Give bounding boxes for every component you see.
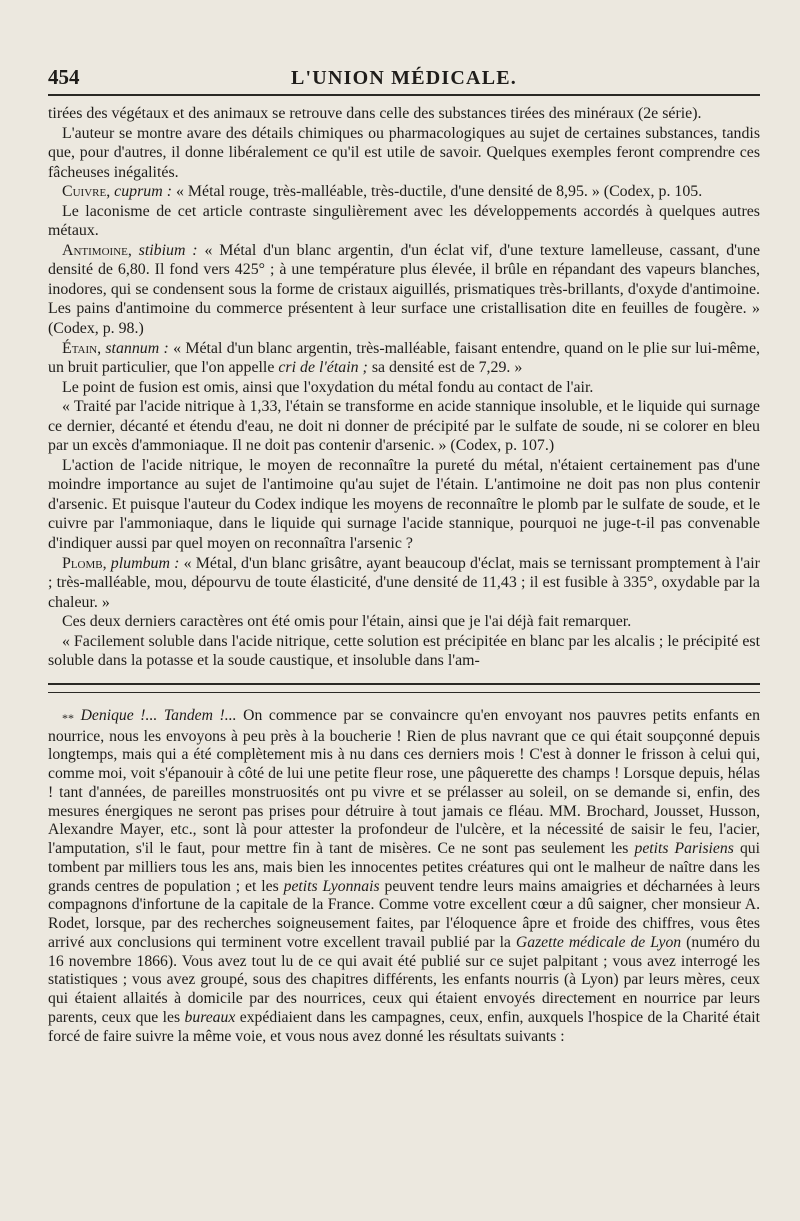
petits-lyonnais: petits Lyonnais — [283, 877, 380, 895]
paragraph-fusion: Le point de fusion est omis, ainsi que l'oxydation du métal fondu au contact de l'air. — [62, 378, 594, 396]
paragraph-soluble: « Facilement soluble dans l'acide nitrique, cette solution est précipitée en blanc par les alcalis ; le précipité est soluble dans la potasse et la soude caustique, et insoluble dans l'am- — [48, 632, 760, 670]
entry-definition-end: sa densité est de 7,29. » — [371, 359, 523, 377]
feuilleton-column — [48, 707, 760, 1047]
entry-latin-name: stannum : — [105, 339, 169, 357]
page-header — [48, 66, 760, 96]
entry-term: Plomb, — [62, 554, 107, 572]
page-number: 454 — [48, 65, 80, 89]
gazette-title: Gazette médicale de Lyon — [515, 933, 682, 951]
bureaux-word: bureaux — [184, 1008, 236, 1026]
paragraph-action-acide: L'action de l'acide nitrique, le moyen de reconnaître la pureté du métal, n'étaient certainement pas d'une moindre importance au sujet de l'antimoine qu'au sujet de l'étain. L'antimoine ne doit pas non plus contenir d'arsenic. Et puisque l'auteur du Codex indique les moyens de reconnaître le plomb par le sulfate de soude, et le cuivre par l'ammoniaque, dans le liquide qui surnage l'acide stannique, pourquoi ne juge-t-il pas convenable d'indiquer aussi par quel moyen on reconnaîtra l'arsenic ? — [48, 456, 760, 553]
main-article — [48, 104, 760, 671]
entry-latin-name: plumbum : — [110, 554, 180, 572]
feuilleton-text: qui tombent par milliers tous les ans, mais bien les innocentes petites créatures qui ont le malheur de naître dans les grands centres de population ; et les — [48, 840, 760, 895]
feuilleton-text: peuvent tendre leurs mains amaigries et décharnées à leurs compagnons d'infortune de la capitale de la France. Comme votre excellent cœur a dû saigner, cher monsieur A. Rodet, lorsque, par des recherches soigneusement faites, par l'éloquence âpre et froide des chiffres, vous êtes arrivé aux conclusions qui terminent votre excellent travail publié par la — [48, 877, 761, 951]
entry-latin-name: cuprum : — [114, 183, 172, 201]
feuilleton-text: expédiaient dans les campagnes, ceux, enfin, auxquels l'hospice de la Charité était forcé de faire suivre la même voie, et vous nous avez donné les résultats suivants : — [48, 1008, 761, 1045]
entry-term: Cuivre, — [62, 183, 111, 201]
feuilleton-text: On commence par se convaincre qu'en envoyant nos pauvres petits enfants en nourrice, nous les envoyons à peu près à la boucherie ! Rien de plus navrant que ce qui était soupçonné depuis longtemps, mais qui a été complètement mis à nu dans ces derniers mois ! C'est à donner le frisson à celui qui, comme moi, voit s'épanouir à côté de lui une petite fleur rose, une pâquerette des champs ! Lorsque depuis, hélas ! tant d'années, de pareilles monstruosités ont pu vivre et se prélasser au soleil, on se demande si, enfin, des mesures énergiques ne seront pas prises pour détruire à tout jamais ce fléau. MM. Brochard, Jousset, Husson, Alexandre Mayer, etc., sont là pour attester la profondeur de l'ulcère, et la nécessité de saisir le feu, l'acier, l'amputation, s'il le faut, pour mettre fin à tant de misères. Ce ne sont pas seulement les — [48, 706, 760, 858]
feuilleton-text: (numéro du 16 novembre 1866). Vous avez tout lu de ce qui avait été publié sur ce sujet palpitant ; vous avez interrogé les statistiques ; vous avez groupé, sous des chapitres différents, les enfants nourris (à Lyon) par leurs mères, ceux qui étaient allaités à domicile par des nourrices, ceux qui étaient envoyés directement en nourrice par leurs parents, ceux que les — [48, 933, 760, 1026]
paragraph-acide-nitrique: « Traité par l'acide nitrique à 1,33, l'étain se transforme en acide stannique insoluble, et le liquide qui surnage ce dernier, décanté et étendu d'eau, ne doit ni donner de précipité par le sulfate de soude, ni se colorer en bleu par un excès d'ammoniaque. Il ne doit pas contenir d'arsenic. » (Codex, p. 107.) — [48, 398, 760, 455]
asterism-mark: * — [62, 710, 68, 725]
entry-definition: « Métal, d'un blanc grisâtre, ayant beaucoup d'éclat, mais se ternissant promptement à l'air ; très-malléable, mou, dépourvu de toute élasticité, d'une densité de 11,43 ; il est fusible à 335°, oxydable par la chaleur. » — [48, 554, 760, 611]
entry-definition: « Métal rouge, très-malléable, très-ductile, d'une densité de 8,95. » (Codex, p. 105. — [175, 183, 703, 201]
feuilleton-lead: Denique !... Tandem !... — [80, 706, 237, 724]
entry-term: Antimoine, — [62, 241, 132, 259]
entry-definition: « Métal d'un blanc argentin, très-malléable, faisant entendre, quand on le plie sur lui-même, un bruit particulier, que l'on appelle — [48, 339, 760, 377]
entry-etain — [48, 339, 760, 378]
feuilleton-separator — [48, 683, 760, 693]
feuilleton-paragraph — [48, 707, 760, 1047]
entry-term: Étain, — [62, 339, 102, 357]
entry-plomb — [48, 554, 760, 613]
petits-parisiens: petits Parisiens — [634, 840, 734, 858]
entry-cuivre — [48, 182, 760, 202]
paragraph-author-critique: L'auteur se montre avare des détails chimiques ou pharmacologiques au sujet de certaines substances, tandis que, pour d'autres, il donne libéralement ce qu'il est utile de savoir. Quelques exemples feront comprendre ces fâcheuses inégalités. — [48, 124, 760, 181]
entry-definition: « Métal d'un blanc argentin, d'un éclat vif, d'une texture lamelleuse, cassant, d'une densité de 6,80. Il fond vers 425° ; à une température plus élevée, il brûle en répandant des vapeurs blanches, inodores, qui se condensent sous la forme de cristaux aiguillés, prismatiques très-brillants, d'oxyde d'antimoine. Les pains d'antimoine du commerce présentent à leur surface une cristallisation dite en feuilles de fougère. » (Codex, p. 98.) — [48, 241, 760, 338]
running-title: L'UNION MÉDICALE. — [291, 67, 517, 89]
entry-antimoine — [48, 241, 760, 339]
paragraph-laconisme: Le laconisme de cet article contraste singulièrement avec les développements accordés à quelques autres métaux. — [48, 202, 760, 240]
cri-de-etain: cri de l'étain ; — [278, 359, 368, 377]
entry-latin-name: stibium : — [138, 241, 198, 259]
paragraph-continuation: tirées des végétaux et des animaux se retrouve dans celle des substances tirées des minéraux (2e série). — [48, 105, 702, 122]
paragraph-caracteres: Ces deux derniers caractères ont été omis pour l'étain, ainsi que je l'ai déjà fait remarquer. — [62, 613, 632, 631]
asterism-mark: * — [68, 710, 74, 725]
